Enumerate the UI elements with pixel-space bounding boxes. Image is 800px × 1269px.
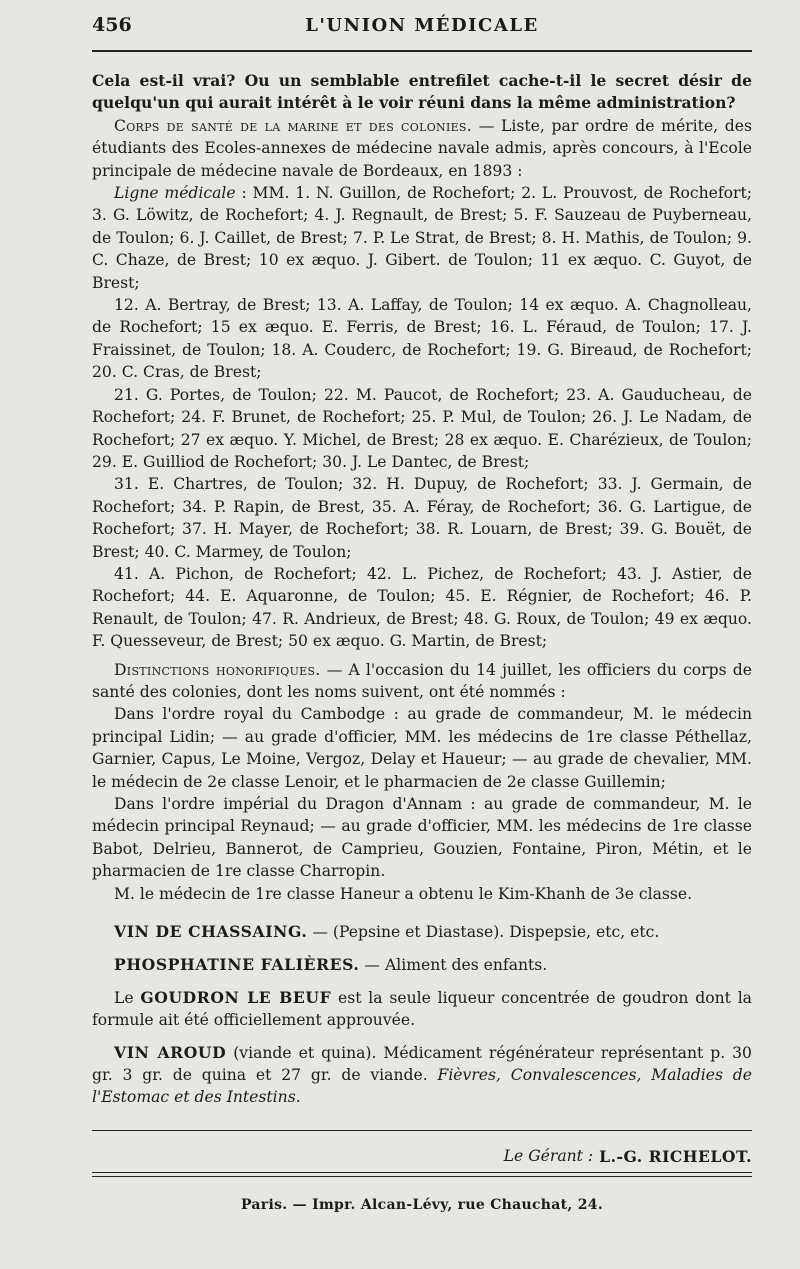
- ad-phosphatine: [92, 954, 752, 976]
- distinctions-heading: Distinctions honorifiques.: [114, 660, 321, 679]
- annam-paragraph: Dans l'ordre impérial du Dragon d'Annam : au grade de commandeur, M. le médecin principal Reynaud; — au grade d'officier, MM. les médecins de 1re classe Babot, Delrieu, Bannerot, de Camprieu, Gouzien, Fontaine, Piron, Métin, et le pharmacien de 1re classe Charropin.: [92, 795, 752, 881]
- list-paragraph-1: [92, 182, 752, 294]
- journal-title: L'UNION MÉDICALE: [305, 15, 539, 36]
- ad-text: est la seule liqueur concentrée de goudron dont la formule ait été officiellement approuvée.: [92, 989, 752, 1030]
- ad-goudron: [92, 987, 752, 1031]
- ad-prefix: Le: [114, 989, 141, 1008]
- page-header: [92, 14, 752, 48]
- haneur-paragraph: M. le médecin de 1re classe Haneur a obtenu le Kim-Khanh de 3e classe.: [114, 884, 693, 903]
- gerant-line: [92, 1147, 752, 1166]
- ad-name: GOUDRON LE BEUF: [140, 988, 332, 1008]
- gerant-name: L.-G. RICHELOT.: [599, 1147, 752, 1167]
- header-rule: [92, 50, 752, 52]
- page-number: 456: [92, 14, 132, 36]
- corps-text: — Liste, par ordre de mérite, des étudiants des Ecoles-annexes de médecine navale admis, après concours, à l'Ecole principale de médecine navale de Bordeaux, en 1893 :: [92, 116, 752, 180]
- ad-aroud: [92, 1042, 752, 1108]
- footer-rule: [92, 1130, 752, 1131]
- ad-name: VIN AROUD: [114, 1043, 227, 1063]
- list-text-1: : MM. 1. N. Guillon, de Rochefort; 2. L. Prouvost, de Rochefort; 3. G. Löwitz, de Rochefort; 4. J. Regnault, de Brest; 5. F. Sauzeau de Puyberneau, de Toulon; 6. J. Caillet, de Brest; 7. P. Le Strat, de Brest; 8. H. Mathis, de Toulon; 9. C. Chaze, de Brest; 10 ex æquo. J. Gibert. de Toulon; 11 ex æquo. C. Guyot, de Brest;: [92, 184, 752, 292]
- list-paragraph-5: 41. A. Pichon, de Rochefort; 42. L. Pichez, de Rochefort; 43. J. Astier, de Rochefort; 44. E. Aquaronne, de Toulon; 45. E. Régnier, de Rochefort; 46. P. Renault, de Toulon; 47. R. Andrieux, de Brest; 48. G. Roux, de Toulon; 49 ex æquo. F. Quesseveur, de Brest; 50 ex æquo. G. Martin, de Brest;: [92, 564, 752, 651]
- gerant-label: Le Gérant :: [503, 1147, 594, 1166]
- ad-name: VIN DE CHASSAING.: [114, 922, 308, 942]
- ad-name: PHOSPHATINE FALIÈRES.: [114, 955, 360, 975]
- ad-italic-text: Fièvres, Convalescences, Maladies de l'Estomac et des Intestins.: [92, 1066, 752, 1107]
- corps-paragraph: [92, 115, 752, 182]
- distinctions-paragraph: [92, 659, 752, 704]
- footer-double-rule: [92, 1172, 752, 1177]
- list-paragraph-3: 21. G. Portes, de Toulon; 22. M. Paucot, de Rochefort; 23. A. Gauducheau, de Rochefort; 24. F. Brunet, de Rochefort; 25. P. Mul, de Toulon; 26. J. Le Nadam, de Rochefort; 27 ex æquo. Y. Michel, de Brest; 28 ex æquo. E. Charézieux, de Toulon; 29. E. Guilliod de Rochefort; 30. J. Le Dantec, de Brest;: [92, 385, 752, 471]
- cambodge-paragraph: Dans l'ordre royal du Cambodge : au grade de commandeur, M. le médecin principal Lidin; — au grade d'officier, MM. les médecins de 1re classe Péthellaz, Garnier, Capus, Le Moine, Vergoz, Delay et Haueur; — au grade de chevalier, MM. le médecin de 2e classe Lenoir, et le pharmacien de 2e classe Guillemin;: [92, 705, 752, 791]
- list-paragraph-4: 31. E. Chartres, de Toulon; 32. H. Dupuy, de Rochefort; 33. J. Germain, de Rochefort; 34. P. Rapin, de Brest, 35. A. Féray, de Rochefort; 36. G. Lartigue, de Rochefort; 37. H. Mayer, de Rochefort; 38. R. Louarn, de Brest; 39. G. Bouët, de Brest; 40. C. Marmey, de Toulon;: [92, 475, 752, 561]
- distinctions-text: — A l'occasion du 14 juillet, les officiers du corps de santé des colonies, dont les noms suivent, ont été nommés :: [92, 660, 752, 701]
- intro-paragraph: Cela est-il vrai? Ou un semblable entrefilet cache-t-il le secret désir de quelqu'un qui aurait intérêt à le voir réuni dans la même administration?: [92, 71, 752, 113]
- printer-imprint: Paris. — Impr. Alcan-Lévy, rue Chauchat, 24.: [240, 1197, 604, 1214]
- ad-text: (viande et quina). Médicament régénérateur représentant p. 30 gr. 3 gr. de quina et 27 gr. de viande.: [92, 1044, 752, 1085]
- list-paragraph-2: 12. A. Bertray, de Brest; 13. A. Laffay, de Toulon; 14 ex æquo. A. Chagnolleau, de Rochefort; 15 ex æquo. E. Ferris, de Brest; 16. L. Féraud, de Toulon; 17. J. Fraissinet, de Toulon; 18. A. Couderc, de Rochefort; 19. G. Bireaud, de Rochefort; 20. C. Cras, de Brest;: [92, 296, 752, 382]
- advertisements: [92, 921, 752, 1108]
- ligne-label: Ligne médicale: [114, 184, 236, 203]
- corps-heading: Corps de santé de la marine et des colonies.: [114, 116, 473, 135]
- ad-chassaing: [92, 921, 752, 943]
- ad-text: — (Pepsine et Diastase). Dispepsie, etc, etc.: [307, 923, 660, 942]
- ad-text: — Aliment des enfants.: [359, 956, 548, 975]
